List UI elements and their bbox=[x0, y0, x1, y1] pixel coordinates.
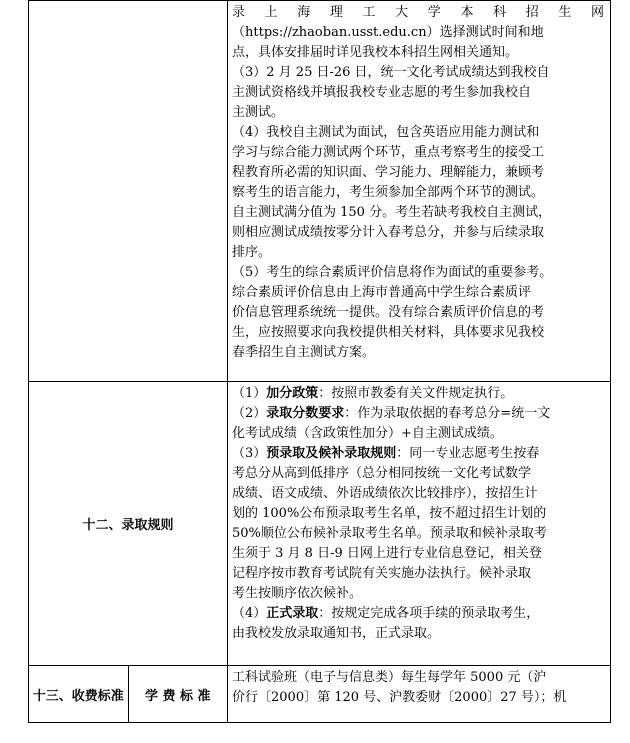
rule-text: 考生按顺序依次候补。 bbox=[232, 586, 363, 601]
text-line: 工科试验班（电子与信息类）每生每学年 5000 元（沪 bbox=[232, 670, 547, 685]
rule-text: 记程序按市教育考试院有关实施办法执行。候补录取 bbox=[232, 566, 532, 581]
section-12-label: 十二、录取规则 bbox=[29, 382, 228, 666]
rule-title: 录取分数要求 bbox=[266, 406, 345, 421]
section-12-content bbox=[228, 382, 611, 666]
rule-title: 预录取及候补录取规则 bbox=[266, 446, 397, 461]
section-12-row bbox=[29, 382, 611, 666]
text-line: 生，应按照要求向我校提供相关材料，具体要求见我校 bbox=[232, 325, 545, 340]
text-line: （5）考生的综合素质评价信息将作为面试的重要参考。 bbox=[232, 265, 553, 280]
rule-line bbox=[232, 464, 604, 484]
rule-line bbox=[232, 484, 604, 504]
text-line: 春季招生自主测试方案。 bbox=[232, 345, 376, 360]
section-11-row bbox=[29, 1, 611, 382]
rule-line bbox=[232, 544, 604, 564]
tuition-sublabel: 学 费 标 准 bbox=[128, 666, 228, 723]
rule-text: 50%顺位公布候补录取考生名单。预录取和候补录取考 bbox=[232, 526, 547, 541]
rule-text: 生须于 3 月 8 日-9 日网上进行专业信息登记，相关登 bbox=[232, 546, 542, 561]
text-line: 自主测试满分值为 150 分。考生若缺考我校自主测试， bbox=[232, 205, 552, 220]
rule-text: ：同一专业志愿考生按春 bbox=[396, 446, 540, 461]
admission-table bbox=[28, 0, 611, 723]
text-line: 排序。 bbox=[232, 245, 272, 260]
text-line: 学习与综合能力测试两个环节，重点考察考生的接受工 bbox=[232, 145, 545, 160]
rule-title: 加分政策 bbox=[266, 386, 319, 401]
rule-line bbox=[232, 504, 604, 524]
rule-number: （1） bbox=[232, 386, 267, 401]
rule-number: （2） bbox=[232, 406, 267, 421]
text-line: 主测试。 bbox=[232, 105, 285, 120]
text-line: 录上海理工大学本科招生网 bbox=[232, 5, 604, 20]
text-line: 察考生的语言能力，考生须参加全部两个环节的测试。 bbox=[232, 185, 545, 200]
rule-text: ：按规定完成各项手续的预录取考生， bbox=[318, 606, 540, 621]
rule-text: ：作为录取依据的春考总分=统一文 bbox=[344, 406, 551, 421]
rule-line bbox=[232, 604, 604, 624]
rule-line bbox=[232, 624, 604, 644]
section-11-label-cell bbox=[29, 1, 228, 382]
rule-text: 划的 100%公布预录取考生名单，按不超过招生计划的 bbox=[232, 506, 547, 521]
text-line: 价信息管理系统统一提供。没有综合素质评价信息的考 bbox=[232, 305, 545, 320]
rule-line bbox=[232, 404, 604, 424]
rule-line bbox=[232, 384, 604, 404]
rule-title: 正式录取 bbox=[266, 606, 319, 621]
text-line: （https://zhaoban.usst.edu.cn）选择测试时间和地 bbox=[232, 25, 544, 40]
text-line: 综合素质评价信息由上海市普通高中学生综合素质评 bbox=[232, 285, 532, 300]
rule-text: 成绩、语文成绩、外语成绩依次比较排序），按招生计 bbox=[232, 486, 538, 501]
rule-text: 考总分从高到低排序（总分相同按统一文化考试数学 bbox=[232, 466, 532, 481]
rule-text: ：按照市教委有关文件规定执行。 bbox=[318, 386, 514, 401]
text-line: 主测试资格线并填报我校专业志愿的考生参加我校自 bbox=[232, 85, 532, 100]
rule-line bbox=[232, 564, 604, 584]
text-line: （3）2 月 25 日-26 日，统一文化考试成绩达到我校自 bbox=[232, 65, 550, 80]
rule-line bbox=[232, 524, 604, 544]
text-line: 点，具体安排届时详见我校本科招生网相关通知。 bbox=[232, 45, 519, 60]
rule-line bbox=[232, 584, 604, 604]
rule-text: 由我校发放录取通知书，正式录取。 bbox=[232, 626, 441, 641]
rule-number: （3） bbox=[232, 446, 267, 461]
text-line: 程教育所必需的知识面、学习能力、理解能力，兼顾考 bbox=[232, 165, 545, 180]
text-line: 价行〔2000〕第 120 号、沪教委财〔2000〕27 号）；机 bbox=[232, 690, 567, 705]
section-13-label: 十三、收费标准 bbox=[29, 666, 129, 723]
section-13-row bbox=[29, 666, 611, 723]
section-13-content bbox=[228, 666, 611, 723]
text-line: （4）我校自主测试为面试，包含英语应用能力测试和 bbox=[232, 125, 540, 140]
section-11-content bbox=[228, 1, 611, 382]
rule-line bbox=[232, 444, 604, 464]
rule-number: （4） bbox=[232, 606, 267, 621]
rule-text: 化考试成绩（含政策性加分）+自主测试成绩。 bbox=[232, 426, 503, 441]
text-line: 则相应测试成绩按零分计入春考总分，并参与后续录取 bbox=[232, 225, 545, 240]
rule-line bbox=[232, 424, 604, 444]
